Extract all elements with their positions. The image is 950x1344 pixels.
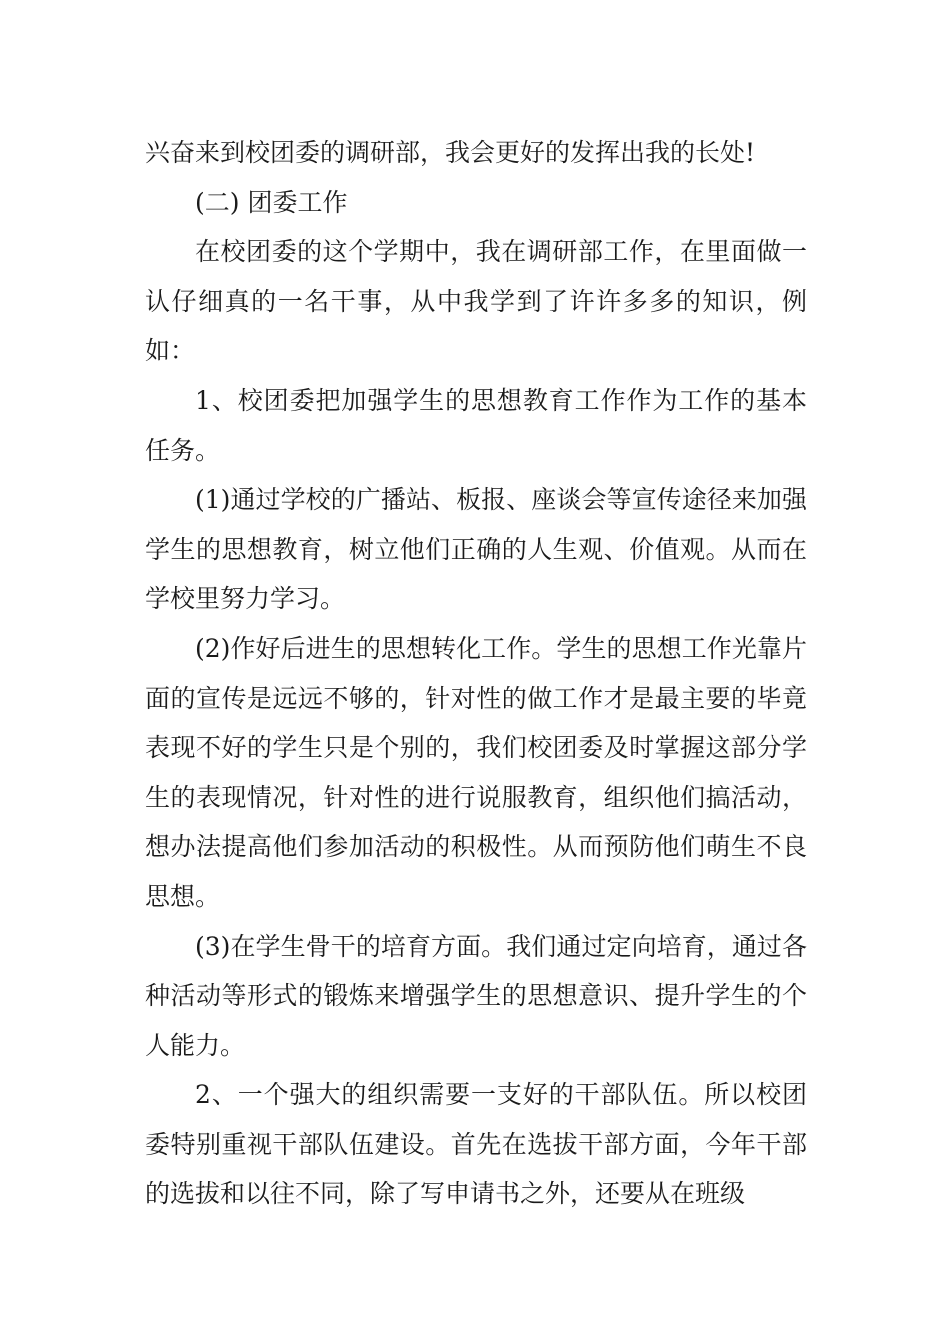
paragraph: (3)在学生骨干的培育方面。我们通过定向培育，通过各种活动等形式的锻炼来增强学生的思想意识、提升学生的个人能力。 [145,931,807,1060]
paragraph: 2、一个强大的组织需要一支好的干部队伍。所以校团委特别重视干部队伍建设。首先在选拔干部方面，今年干部的选拔和以往不同，除了写申请书之外，还要从在班级 [145,1080,807,1209]
paragraph: 在校团委的这个学期中，我在调研部工作，在里面做一认仔细真的一名干事，从中我学到了许许多多的知识，例如： [145,237,807,366]
section-heading: (二) 团委工作 [195,187,348,217]
paragraph: 1、校团委把加强学生的思想教育工作作为工作的基本任务。 [145,385,807,465]
document-body [145,128,807,1219]
paragraph: (2)作好后进生的思想转化工作。学生的思想工作光靠片面的宣传是远远不够的，针对性的做工作才是最主要的毕竟表现不好的学生只是个别的，我们校团委及时掌握这部分学生的表现情况，针对性的进行说服教育，组织他们搞活动，想办法提高他们参加活动的积极性。从而预防他们萌生不良思想。 [145,633,807,911]
paragraph: (1)通过学校的广播站、板报、座谈会等宣传途径来加强学生的思想教育，树立他们正确的人生观、价值观。从而在学校里努力学习。 [145,485,807,614]
paragraph-continuation: 兴奋来到校团委的调研部，我会更好的发挥出我的长处! [145,138,756,167]
